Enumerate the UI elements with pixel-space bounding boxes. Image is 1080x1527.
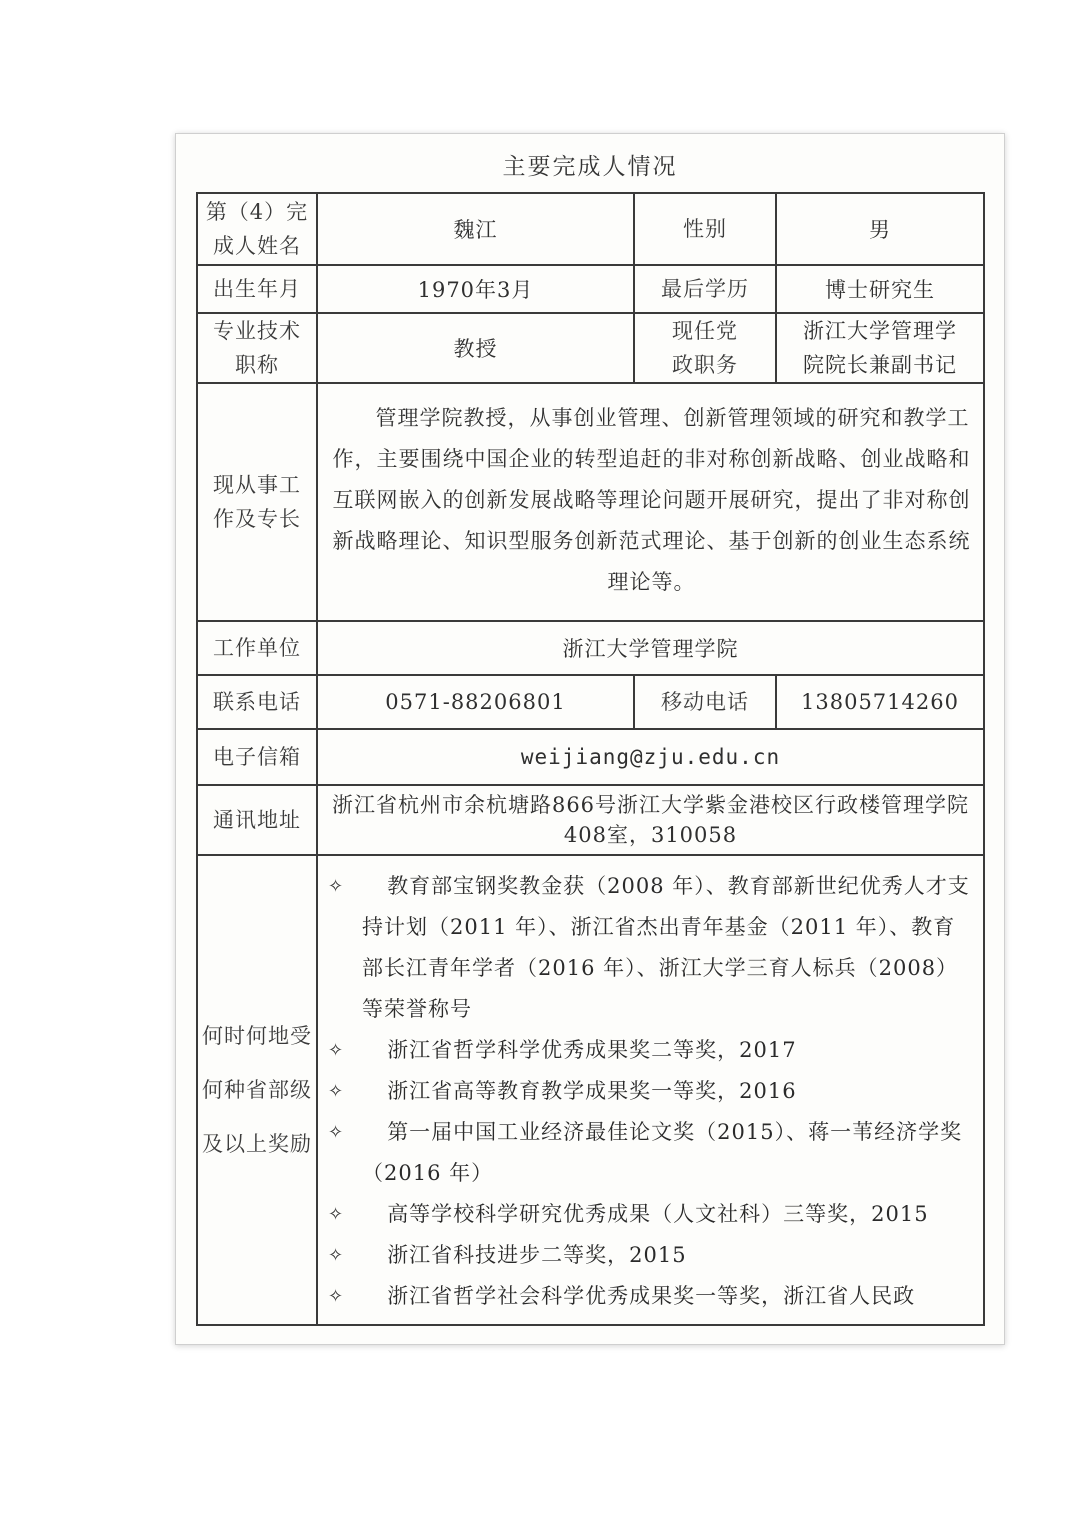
gender-value: 男	[776, 193, 984, 265]
award-item	[328, 1071, 973, 1112]
diamond-bullet-icon: ✧	[328, 1081, 345, 1102]
row-title-position	[197, 313, 984, 383]
work-unit-label: 工作单位	[197, 621, 317, 675]
name-value: 魏江	[317, 193, 634, 265]
education-label: 最后学历	[634, 265, 776, 313]
birth-label: 出生年月	[197, 265, 317, 313]
tech-title-label-line1: 专业技术	[213, 319, 301, 343]
awards-label	[197, 855, 317, 1325]
diamond-bullet-icon: ✧	[328, 1122, 345, 1143]
award-text: 第一届中国工业经济最佳论文奖（2015）、蒋一苇经济学奖（2016 年）	[362, 1120, 963, 1185]
awards-label-line2: 何种省部级	[202, 1078, 312, 1102]
diamond-bullet-icon: ✧	[328, 876, 345, 897]
work-unit-value: 浙江大学管理学院	[317, 621, 984, 675]
row-work-specialty	[197, 383, 984, 621]
document-page	[175, 133, 1005, 1345]
award-item	[328, 1235, 973, 1276]
phone-value: 0571-88206801	[317, 675, 634, 729]
mobile-value: 13805714260	[776, 675, 984, 729]
position-value	[776, 313, 984, 383]
awards-label-line3: 及以上奖励	[202, 1132, 312, 1156]
award-item	[328, 866, 973, 1030]
name-label-line1: 第（4）完	[205, 200, 309, 224]
position-label	[634, 313, 776, 383]
position-value-line2: 院院长兼副书记	[803, 353, 957, 377]
email-label: 电子信箱	[197, 729, 317, 785]
address-label: 通讯地址	[197, 785, 317, 855]
row-phone	[197, 675, 984, 729]
personnel-form-table	[196, 192, 985, 1326]
position-label-line2: 政职务	[672, 353, 738, 377]
work-specialty-label	[197, 383, 317, 621]
mobile-label: 移动电话	[634, 675, 776, 729]
award-text: 浙江省哲学社会科学优秀成果奖一等奖，浙江省人民政	[387, 1284, 916, 1308]
row-awards	[197, 855, 984, 1325]
award-text: 浙江省科技进步二等奖，2015	[387, 1243, 687, 1267]
award-item	[328, 1030, 973, 1071]
work-specialty-value: 管理学院教授，从事创业管理、创新管理领域的研究和教学工作，主要围绕中国企业的转型追赶的非对称创新战略、创业战略和互联网嵌入的创新发展战略等理论问题开展研究，提出了非对称创新战略理论、知识型服务创新范式理论、基于创新的创业生态系统理论等。	[317, 383, 984, 621]
award-text: 教育部宝钢奖教金获（2008 年）、教育部新世纪优秀人才支持计划（2011 年）、浙江省杰出青年基金（2011 年）、教育部长江青年学者（2016 年）、浙江大学三育人标兵（2008）等荣誉称号	[362, 874, 970, 1021]
diamond-bullet-icon: ✧	[328, 1204, 345, 1225]
row-work-unit	[197, 621, 984, 675]
awards-label-line1: 何时何地受	[202, 1024, 312, 1048]
gender-label: 性别	[634, 193, 776, 265]
row-address	[197, 785, 984, 855]
address-value: 浙江省杭州市余杭塘路866号浙江大学紫金港校区行政楼管理学院408室，310058	[317, 785, 984, 855]
name-label-line2: 成人姓名	[213, 234, 301, 258]
position-value-line1: 浙江大学管理学	[803, 319, 957, 343]
birth-value: 1970年3月	[317, 265, 634, 313]
diamond-bullet-icon: ✧	[328, 1286, 345, 1307]
work-specialty-label-line1: 现从事工	[213, 473, 301, 497]
awards-list	[317, 855, 984, 1325]
award-item	[328, 1194, 973, 1235]
work-specialty-label-line2: 作及专长	[213, 507, 301, 531]
tech-title-label-line2: 职称	[235, 353, 279, 377]
award-text: 浙江省高等教育教学成果奖一等奖，2016	[387, 1079, 797, 1103]
phone-label: 联系电话	[197, 675, 317, 729]
tech-title-value: 教授	[317, 313, 634, 383]
diamond-bullet-icon: ✧	[328, 1245, 345, 1266]
row-email	[197, 729, 984, 785]
row-name	[197, 193, 984, 265]
award-text: 浙江省哲学科学优秀成果奖二等奖，2017	[387, 1038, 797, 1062]
tech-title-label	[197, 313, 317, 383]
row-birth	[197, 265, 984, 313]
award-item	[328, 1276, 973, 1317]
position-label-line1: 现任党	[672, 319, 738, 343]
email-value: weijiang@zju.edu.cn	[317, 729, 984, 785]
education-value: 博士研究生	[776, 265, 984, 313]
document-title: 主要完成人情况	[502, 154, 678, 180]
award-text: 高等学校科学研究优秀成果（人文社科）三等奖，2015	[387, 1202, 929, 1226]
name-label	[197, 193, 317, 265]
award-item	[328, 1112, 973, 1194]
diamond-bullet-icon: ✧	[328, 1040, 345, 1061]
